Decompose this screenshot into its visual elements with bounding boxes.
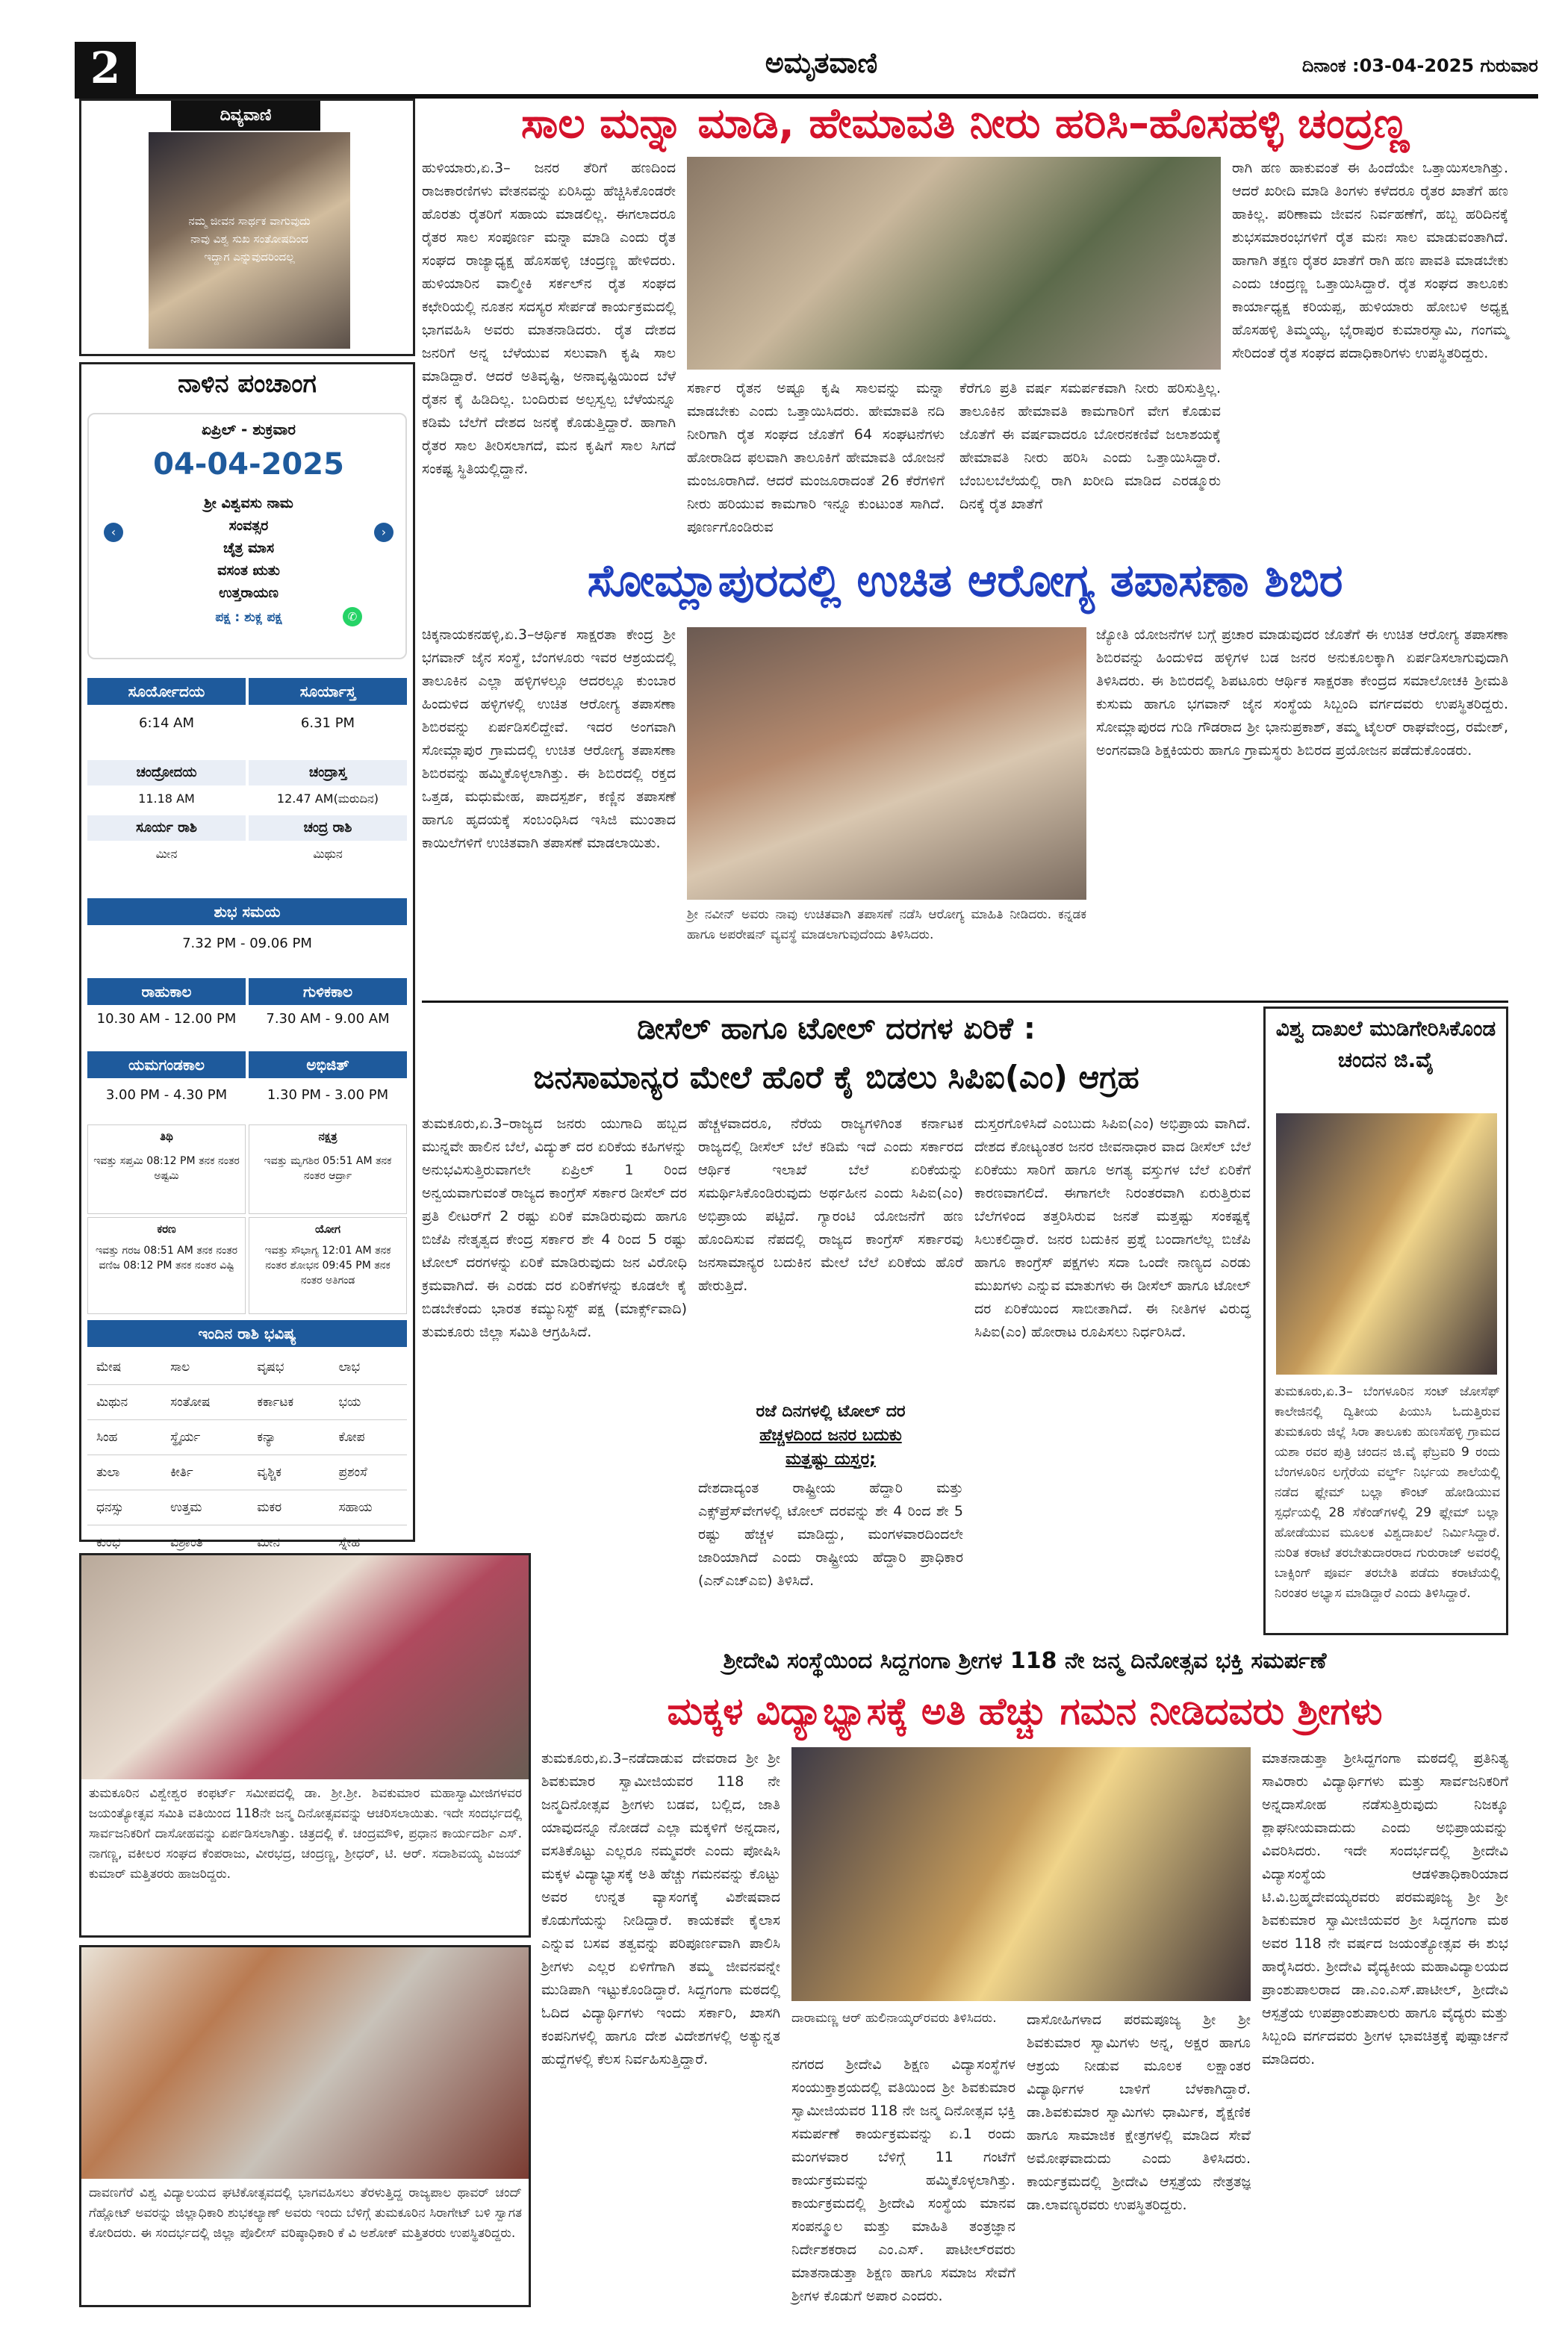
left-photo2-caption: ದಾವಣಗೆರೆ ವಿಶ್ವ ವಿದ್ಯಾಲಯದ ಘಟಿಕೋತ್ಸವದಲ್ಲಿ ಭಾಗವಹಿಸಲು ತೆರಳುತ್ತಿದ್ದ ರಾಜ್ಯಪಾಲ ಥಾವರ್ ಚಂದ್ ಗೆಹ್ಲೋಟ್ ಅವರನ್ನು ಜಿಲ್ಲಾಧಿಕಾರಿ ಶುಭಕಲ್ಯಾಣ್ ಅವರು ಇಂದು ಬೆಳಿಗ್ಗೆ ತುಮಕೂರಿನ ಸಿರಾಗೇಟ್ ಬಳಿ ಸ್ವಾಗತ ಕೋರಿದರು. ಈ ಸಂದರ್ಭದಲ್ಲಿ ಜಿಲ್ಲಾ ಪೊಲೀಸ್ ವರಿಷ್ಠಾಧಿಕಾರಿ ಕೆ ವಿ ಅಶೋಕ್ ಮತ್ತಿತರರು ಉಪಸ್ಥಿತರಿದ್ದರು. (89, 2185, 522, 2241)
panchanga-date: 04-04-2025 (153, 447, 344, 482)
rashi-prediction: ವಿಶ್ರಾಂತಿ (161, 1525, 248, 1561)
story1-headline: ಸಾಲ ಮನ್ನಾ ಮಾಡಿ, ಹೇಮಾವತಿ ನೀರು ಹರಿಸಿ–ಹೊಸಹಳ್ಳಿ ಚಂದ್ರಣ್ಣ (520, 99, 1410, 148)
sunset-time: 6.31 PM (300, 715, 355, 731)
abhijit-time: 1.30 PM - 3.00 PM (267, 1087, 389, 1103)
tithi-value: ಇವತ್ತು ಸಪ್ತಮಿ 08:12 PM ತನಕ ನಂತರ ಅಷ್ಟಮಿ (93, 1155, 240, 1182)
rashi-prediction: ಕೀರ್ತಿ (161, 1455, 248, 1490)
rule-1 (422, 1001, 1508, 1003)
story3-col1: ತುಮಕೂರು,ಏ.3–ರಾಜ್ಯದ ಜನರು ಯುಗಾದಿ ಹಬ್ಬದ ಮುನ್ನವೇ ಹಾಲಿನ ಬೆಲೆ, ವಿದ್ಯುತ್ ದರ ಏರಿಕೆಯ ಕಹಿಗಳನ್ನು ಅನುಭವಿಸುತ್ತಿರುವಾಗಲೇ ಏಪ್ರಿಲ್ 1 ರಿಂದ ಅನ್ವಯವಾಗುವಂತೆ ರಾಜ್ಯದ ಕಾಂಗ್ರೆಸ್ ಸರ್ಕಾರ ಡೀಸೆಲ್ ದರ ಪ್ರತಿ ಲೀಟರ್‌ಗೆ 2 ರಷ್ಟು ಏರಿಕೆ ಮಾಡಿರುವುದು ಹಾಗೂ ಬಿಜೆಪಿ ನೇತೃತ್ವದ ಕೇಂದ್ರ ಸರ್ಕಾರ ಶೇ 4 ರಿಂದ 5 ರಷ್ಟು ಟೋಲ್ ದರಗಳನ್ನು ಏರಿಕೆ ಮಾಡಿರುವುದು ಜನ ವಿರೋಧಿ ಕ್ರಮವಾಗಿದೆ. ಈ ಎರಡು ದರ ಏರಿಕೆಗಳನ್ನು ಕೂಡಲೇ ಕೈ ಬಿಡಬೇಕೆಂದು ಭಾರತ ಕಮ್ಯುನಿಸ್ಟ್ ಪಕ್ಷ (ಮಾರ್ಕ್ಸ್‌ವಾದಿ) ತುಮಕೂರು ಜಿಲ್ಲಾ ಸಮಿತಿ ಆಗ್ರಹಿಸಿದೆ. (422, 1116, 687, 1340)
rashi-sign: ಧನಸ್ಸು (87, 1490, 161, 1525)
rashi-sign: ಮಕರ (248, 1490, 329, 1525)
nakshatra-box (249, 1124, 407, 1214)
quote-line-1: ನಮ್ಮ ಜೀವನ ಸಾರ್ಥಕ ವಾಗುವುದು (188, 214, 311, 228)
yoga-card (249, 1217, 407, 1314)
rashi-table (87, 1350, 407, 1561)
rashi-sign: ಸಿಂಹ (87, 1420, 161, 1455)
rahu-time: 10.30 AM - 12.00 PM (96, 1011, 237, 1027)
moonrise-time: 11.18 AM (138, 791, 195, 806)
masa: ಚೈತ್ರ ಮಾಸ (223, 540, 275, 556)
story5-col3: ದಾಸೋಹಿಗಳಾದ ಪರಮಪೂಜ್ಯ ಶ್ರೀ ಶ್ರೀ ಶಿವಕುಮಾರ ಸ್ವಾಮಿಗಳು ಅನ್ನ, ಅಕ್ಷರ ಹಾಗೂ ಆಶ್ರಯ ನೀಡುವ ಮೂಲಕ ಲಕ್ಷಾಂತರ ವಿದ್ಯಾರ್ಥಿಗಳ ಬಾಳಿಗೆ ಬೆಳಕಾಗಿದ್ದಾರೆ. ಡಾ.ಶಿವಕುಮಾರ ಸ್ವಾಮಿಗಳು ಧಾರ್ಮಿಕ, ಶೈಕ್ಷಣಿಕ ಹಾಗೂ ಸಾಮಾಜಿಕ ಕ್ಷೇತ್ರಗಳಲ್ಲಿ ಮಾಡಿದ ಸೇವೆ ಅಮೋಘವಾದುದು ಎಂದು ತಿಳಿಸಿದರು. ಕಾರ್ಯಕ್ರಮದಲ್ಲಿ ಶ್ರೀದೇವಿ ಆಸ್ಪತ್ರೆಯ ನೇತ್ರತಜ್ಞ ಡಾ.ಲಾವಣ್ಯರವರು ಉಪಸ್ಥಿತರಿದ್ದರು. (1027, 2012, 1251, 2213)
left-photo2-image (81, 1947, 529, 2179)
story1-photo-farmers (687, 157, 1221, 370)
story5-photo-caption: ದಾರಾಮಣ್ಣ ಆರ್ ಹುಲಿನಾಯ್ಕರ್‌ರವರು ತಿಳಿಸಿದರು. (791, 2011, 997, 2026)
rashi-prediction: ಪ್ರಶಂಸೆ (330, 1455, 407, 1490)
rashi-row (87, 1350, 407, 1385)
shubha-label: ಶುಭ ಸಮಯ (87, 898, 407, 925)
nakshatra-label: ನಕ್ಷತ್ರ (318, 1130, 337, 1143)
rashi-prediction: ಸ್ಥೈರ್ಯ (161, 1420, 248, 1455)
paper-name: ಅಮೃತವಾಣಿ (765, 46, 878, 79)
rashi-sign: ಮೀನ (248, 1525, 329, 1561)
yoga-value: ಇವತ್ತು ಸೌಭಾಗ್ಯ 12:01 AM ತನಕ ನಂತರ ಶೋಭನ 09:45 PM ತನಕ ನಂತರ ಅತಿಗಂಡ (264, 1245, 391, 1287)
rashi-prediction: ಸ್ನೇಹ (330, 1525, 407, 1561)
story3-col3: ದುಸ್ತರಗೊಳಿಸಿದೆ ಎಂಬುದು ಸಿಪಿಐ(ಎಂ) ಅಭಿಪ್ರಾಯ ವಾಗಿದೆ. ದೇಶದ ಕೋಟ್ಯಂತರ ಜನರ ಜೀವನಾಧಾರ ವಾದ ಡೀಸೆಲ್ ಬೆಲೆ ಏರಿಕೆಯು ಸಾರಿಗೆ ಹಾಗೂ ಅಗತ್ಯ ವಸ್ತುಗಳ ಬೆಲೆ ಏರಿಕೆಗೆ ಕಾರಣವಾಗಲಿದೆ. ಈಗಾಗಲೇ ನಿರಂತರವಾಗಿ ಏರುತ್ತಿರುವ ಬೆಲೆಗಳಿಂದ ತತ್ತರಿಸಿರುವ ಜನತೆ ಮತ್ತಷ್ಟು ಸಂಕಷ್ಟಕ್ಕೆ ಸಿಲುಕಲಿದ್ದಾರೆ. ಜನರ ಬದುಕಿನ ಪ್ರಶ್ನೆ ಬಂದಾಗಲೆಲ್ಲ ಬಿಜೆಪಿ ಹಾಗೂ ಕಾಂಗ್ರೆಸ್ ಪಕ್ಷಗಳು ಸದಾ ಒಂದೇ ನಾಣ್ಯದ ಎರಡು ಮುಖಗಳು ಎನ್ನುವ ಮಾತುಗಳು ಈ ಡೀಸೆಲ್ ಹಾಗೂ ಟೋಲ್ ದರ ಏರಿಕೆಯಿಂದ ಸಾಬೀತಾಗಿದೆ. ಈ ನೀತಿಗಳ ವಿರುದ್ಧ ಸಿಪಿಐ(ಎಂ) ಹೋರಾಟ ರೂಪಿಸಲು ನಿರ್ಧರಿಸಿದೆ. (974, 1116, 1251, 1340)
story1-col1: ಹುಳಿಯಾರು,ಏ.3– ಜನರ ತೆರಿಗೆ ಹಣದಿಂದ ರಾಜಕಾರಣಿಗಳು ವೇತನವನ್ನು ಏರಿಸಿದ್ದು ಹೆಚ್ಚಿಸಿಕೊಂಡರೇ ಹೊರತು ರೈತರಿಗೆ ಸಹಾಯ ಮಾಡಲಿಲ್ಲ. ಈಗಲಾದರೂ ರೈತರ ಸಾಲ ಸಂಪೂರ್ಣ ಮನ್ನಾ ಮಾಡಿ ಎಂದು ರೈತ ಸಂಘದ ರಾಜ್ಯಾಧ್ಯಕ್ಷ ಹೊಸಹಳ್ಳಿ ಚಂದ್ರಣ್ಣ ಹೇಳಿದರು. ಹುಳಿಯಾರಿನ ವಾಲ್ಮೀಕಿ ಸರ್ಕಲ್‌ನ ರೈತ ಸಂಘದ ಕಛೇರಿಯಲ್ಲಿ ನೂತನ ಸದಸ್ಯರ ಸೇರ್ಪಡೆ ಕಾರ್ಯಕ್ರಮದಲ್ಲಿ ಭಾಗವಹಿಸಿ ಅವರು ಮಾತನಾಡಿದರು. ರೈತ ದೇಶದ ಜನರಿಗೆ ಅನ್ನ ಬೆಳೆಯುವ ಸಲುವಾಗಿ ಕೃಷಿ ಸಾಲ ಮಾಡಿದ್ದಾರೆ. ಆದರೆ ಅತಿವೃಷ್ಟಿ, ಅನಾವೃಷ್ಟಿಯಿಂದ ಬೆಳೆ ರೈತನ ಕೈ ಹಿಡಿದಿಲ್ಲ. ಬಂದಿರುವ ಅಲ್ಪಸ್ವಲ್ಪ ಬೆಳೆಯನ್ನೂ ಕಡಿಮೆ ಬೆಲೆಗೆ ದೇಶದ ಜನಕ್ಕೆ ಕೊಡುತ್ತಿದ್ದಾರೆ. ಹಾಗಾಗಿ ರೈತರ ಸಾಲ ತೀರಿಸಲಾಗದೆ, ಮನ ಕೃಷಿಗೆ ಸಾಲ ಸಿಗದೆ ಸಂಕಷ್ಟ ಸ್ಥಿತಿಯಲ್ಲಿದ್ದಾನೆ. (422, 160, 676, 477)
month-day: ಏಪ್ರಿಲ್ - ಶುಕ್ರವಾರ (202, 420, 296, 438)
left-photo1-image (81, 1555, 529, 1779)
karana-label: ಕರಣ (157, 1222, 176, 1236)
story2-photo-health-camp (687, 627, 1086, 900)
rashi-sign: ಮೇಷ (87, 1350, 161, 1385)
story3-kicker: ಡೀಸೆಲ್ ಹಾಗೂ ಟೋಲ್ ದರಗಳ ಏರಿಕೆ : (637, 1012, 1036, 1046)
rashi-prediction: ಉತ್ತಮ (161, 1490, 248, 1525)
paksha: ಪಕ್ಷ : ಶುಕ್ಲ ಪಕ್ಷ (215, 610, 282, 625)
chandra-rashi-label: ಚಂದ್ರ ರಾಶಿ (249, 815, 407, 841)
abhijit-label: ಅಭಿಜಿತ್ (249, 1051, 407, 1078)
story3-subheading-2: ಹೆಚ್ಚಳದಿಂದ ಜನರ ಬದುಕು (759, 1426, 902, 1445)
left-photo2-box (79, 1945, 531, 2307)
story5-photo-puja (791, 1747, 1251, 2001)
story2-photo-caption: ಶ್ರೀ ನವೀನ್ ಅವರು ನಾವು ಉಚಿತವಾಗಿ ತಪಾಸಣೆ ನಡೆಸಿ ಆರೋಗ್ಯ ಮಾಹಿತಿ ನೀಡಿದರು. ಕನ್ನಡಕ ಹಾಗೂ ಅಪರೇಷನ್ ವ್ಯವಸ್ಥೆ ಮಾಡಲಾಗುವುದೆಂದು ತಿಳಿಸಿದರು. (687, 907, 1086, 942)
rashi-title: ಇಂದಿನ ರಾಶಿ ಭವಿಷ್ಯ (87, 1320, 407, 1347)
sunrise-label: ಸೂರ್ಯೋದಯ (87, 678, 246, 705)
date-line: ದಿನಾಂಕ :03-04-2025 ಗುರುವಾರ (1301, 55, 1538, 76)
story1-col3: ಕೆರೆಗೂ ಪ್ರತಿ ವರ್ಷ ಸಮರ್ಪಕವಾಗಿ ನೀರು ಹರಿಸುತ್ತಿಲ್ಲ. ತಾಲೂಕಿನ ಹೇಮಾವತಿ ಕಾಮಗಾರಿಗೆ ವೇಗ ಕೊಡುವ ಜೊತೆಗೆ ಈ ವರ್ಷವಾದರೂ ಬೋರನಕಣಿವೆ ಜಲಾಶಯಕ್ಕೆ ಹೇಮಾವತಿ ನೀರು ಹರಿಸಿ ಎಂದು ಒತ್ತಾಯಿಸಿದ್ದಾರೆ. ಬೆಂಬಲಬೆಲೆಯಲ್ಲಿ ರಾಗಿ ಖರೀದಿ ಮಾಡಿದ ಎರಡ್ಮೂರು ದಿನಕ್ಕೆ ರೈತ ಖಾತೆಗೆ (959, 380, 1221, 512)
left-photo1-caption: ತುಮಕೂರಿನ ವಿಶ್ವೇಶ್ವರ ಕಂಫರ್ಟ್ ಸಮೀಪದಲ್ಲಿ ಡಾ. ಶ್ರೀ.ಶ್ರೀ. ಶಿವಕುಮಾರ ಮಹಾಸ್ವಾಮೀಜಿಗಳವರ ಜಯಂತ್ಯೋತ್ಸವ ಸಮಿತಿ ವತಿಯಿಂದ 118ನೇ ಜನ್ಮ ದಿನೋತ್ಸವವನ್ನು ಆಚರಿಸಲಾಯಿತು. ಇದೇ ಸಂದರ್ಭದಲ್ಲಿ ಸಾರ್ವಜನಿಕರಿಗೆ ದಾಸೋಹವನ್ನು ಏರ್ಪಡಿಸಲಾಗಿತ್ತು. ಚಿತ್ರದಲ್ಲಿ ಕೆ. ಚಂದ್ರಮೌಳಿ, ಪ್ರಧಾನ ಕಾರ್ಯದರ್ಶಿ ಎಸ್. ನಾಗಣ್ಣ, ವಕೀಲರ ಸಂಘದ ಕೆಂಪರಾಜು, ವೀರಭದ್ರ, ಚಂದ್ರಣ್ಣ, ಶ್ರೀಧರ್, ಟಿ. ಆರ್. ಸದಾಶಿವಯ್ಯ ವಿಜಯ್ ಕುಮಾರ್ ಮತ್ತಿತರರು ಹಾಜರಿದ್ದರು. (89, 1786, 522, 1882)
rashi-prediction: ಸಾಲ (161, 1350, 248, 1385)
yama-time: 3.00 PM - 4.30 PM (105, 1087, 228, 1103)
story5-kicker: ಶ್ರೀದೇವಿ ಸಂಸ್ಥೆಯಿಂದ ಸಿದ್ದಗಂಗಾ ಶ್ರೀಗಳ 118 ನೇ ಜನ್ಮ ದಿನೋತ್ಸವ ಭಕ್ತಿ ಸಮರ್ಪಣೆ (723, 1648, 1327, 1674)
story5-headline: ಮಕ್ಕಳ ವಿದ್ಯಾಭ್ಯಾಸಕ್ಕೆ ಅತಿ ಹೆಚ್ಚು ಗಮನ ನೀಡಿದವರು ಶ್ರೀಗಳು (667, 1690, 1383, 1733)
story3-subheading-3: ಮತ್ತಷ್ಟು ದುಸ್ತರ; (785, 1450, 876, 1469)
rashi-sign: ಕನ್ಯಾ (248, 1420, 329, 1455)
story4-body: ತುಮಕೂರು,ಏ.3– ಬೆಂಗಳೂರಿನ ಸಂಟ್ ಜೋಸೆಫ್ ಕಾಲೇಜಿನಲ್ಲಿ ದ್ವಿತೀಯ ಪಿಯುಸಿ ಓದುತ್ತಿರುವ ತುಮಕೂರು ಜಿಲ್ಲೆ ಸಿರಾ ತಾಲೂಕು ಹುಣಸೆಹಳ್ಳಿ ಗ್ರಾಮದ ಯಶಾ ರವರ ಪುತ್ರಿ ಚಂದನ ಜಿ.ವೈ ಫೆಬ್ರವರಿ 9 ರಂದು ಬೆಂಗಳೂರಿನ ಲಗ್ಗೆರೆಯ ವರ್ಲ್ಡ್ ನಿರ್ಭಯ ಶಾಲೆಯಲ್ಲಿ ನಡೆದ ಫ್ಲೇಮ್ ಬಲ್ಲಾ ಕೌಂಟ್ ಹೋಡಿಯುವ ಸ್ಪರ್ಧೆಯಲ್ಲಿ 28 ಸೆಕೆಂಡ್‌ಗಳಲ್ಲಿ 29 ಫ್ಲೇಮ್ ಬಲ್ಲಾ ಹೋಡೆಯುವ ಮೂಲಕ ವಿಶ್ವದಾಖಲೆ ನಿರ್ಮಿಸಿದ್ದಾರೆ. ನುರಿತ ಕರಾಟೆ ತರಬೇತುದಾರರಾದ ಗುರುರಾಜ್ ಅವರಲ್ಲಿ ಬಾಕ್ಸಿಂಗ್ ಪೂರ್ವ ತರಬೇತಿ ಪಡೆದು ಕರಾಟೆಯಲ್ಲಿ ನಿರಂತರ ಅಭ್ಯಾಸ ಮಾಡಿದ್ದಾರೆ ಎಂದು ತಿಳಿಸಿದ್ದಾರೆ. (1275, 1384, 1500, 1601)
story3-headline: ಜನಸಾಮಾನ್ಯರ ಮೇಲೆ ಹೊರೆ ಕೈ ಬಿಡಲು ಸಿಪಿಐ(ಎಂ) ಆಗ್ರಹ (533, 1059, 1139, 1095)
sunset-label: ಸೂರ್ಯಾಸ್ತ (249, 678, 407, 705)
rashi-row (87, 1385, 407, 1420)
story4-photo-chandana (1276, 1113, 1497, 1375)
samvatsara: ಸಂವತ್ಸರ (228, 517, 269, 534)
karana-value: ಇವತ್ತು ಗರಜ 08:51 AM ತನಕ ನಂತರ ವಣಿಜ 08:12 PM ತನಕ ನಂತರ ವಿಷ್ಟಿ (95, 1245, 238, 1272)
samvatsara-name: ಶ್ರೀ ವಿಶ್ವವಸು ನಾಮ (204, 495, 293, 511)
rashi-sign: ಕುಂಭ (87, 1525, 161, 1561)
story2-col-right: ಜ್ಯೋತಿ ಯೋಜನೆಗಳ ಬಗ್ಗೆ ಪ್ರಚಾರ ಮಾಡುವುದರ ಜೊತೆಗೆ ಈ ಉಚಿತ ಆರೋಗ್ಯ ತಪಾಸಣಾ ಶಿಬಿರವನ್ನು ಹಿಂದುಳಿದ ಹಳ್ಳಿಗಳ ಬಡ ಜನರ ಅನುಕೂಲಕ್ಕಾಗಿ ಏರ್ಪಡಿಸಲಾಗುವುದಾಗಿ ತಿಳಿಸಿದರು. ಈ ಶಿಬಿರದಲ್ಲಿ ಶಿಪಟೂರು ಆರ್ಥಿಕ ಸಾಕ್ಷರತಾ ಕೇಂದ್ರದ ಸಮಾಲೋಚಕಿ ಶ್ರೀಮತಿ ಕುಸುಮ ಹಾಗೂ ಭಗವಾನ್ ಜೈನ ಸಂಸ್ಥೆಯ ಸಿಬ್ಬಂದಿ ವರ್ಗದವರು ಉಪಸ್ಥಿತರಿದ್ದರು. ಸೋಮ್ಲಾಪುರದ ಗುಡಿ ಗೌಡರಾದ ಶ್ರೀ ಭಾನುಪ್ರಕಾಶ್, ತಮ್ಮ ಟೈಲರ್ ರಾಘವೇಂದ್ರ, ರಮೇಶ್, ಅಂಗನವಾಡಿ ಶಿಕ್ಷಕಿಯರು ಹಾಗೂ ಗ್ರಾಮಸ್ಥರು ಶಿಬಿರದ ಪ್ರಯೋಜನ ಪಡೆದುಕೊಂಡರು. (1096, 626, 1508, 759)
rashi-prediction: ಲಾಭ (330, 1350, 407, 1385)
story4-headline: ವಿಶ್ವ ದಾಖಲೆ ಮುಡಿಗೇರಿಸಿಕೊಂಡ ಚಂದನ ಜಿ.ವೈ (1275, 1016, 1496, 1072)
prev-day-button[interactable]: ‹ (104, 523, 123, 542)
story3-subheading-1: ರಜೆ ದಿನಗಳಲ್ಲಿ ಟೋಲ್ ದರ (756, 1402, 906, 1421)
yama-label: ಯಮಗಂಡಕಾಲ (87, 1051, 246, 1078)
story3-col2b: ದೇಶದಾದ್ಯಂತ ರಾಷ್ಟ್ರೀಯ ಹೆದ್ದಾರಿ ಮತ್ತು ಎಕ್ಸ್‌ಪ್ರೆಸ್‌ವೇಗಳಲ್ಲಿ ಟೋಲ್ ದರವನ್ನು ಶೇ 4 ರಿಂದ ಶೇ 5 ರಷ್ಟು ಹೆಚ್ಚಳ ಮಾಡಿದ್ದು, ಮಂಗಳವಾರದಿಂದಲೇ ಜಾರಿಯಾಗಿದೆ ಎಂದು ರಾಷ್ಟ್ರೀಯ ಹೆದ್ದಾರಿ ಪ್ರಾಧಿಕಾರ (ಎನ್‌ಎಚ್‌ಎಐ) ತಿಳಿಸಿದೆ. (698, 1480, 963, 1589)
page-number: 2 (75, 42, 136, 94)
story5-col4: ಮಾತನಾಡುತ್ತಾ ಶ್ರೀಸಿದ್ದಗಂಗಾ ಮಠದಲ್ಲಿ ಪ್ರತಿನಿತ್ಯ ಸಾವಿರಾರು ವಿದ್ಯಾರ್ಥಿಗಳು ಮತ್ತು ಸಾರ್ವಜನಿಕರಿಗೆ ಅನ್ನದಾಸೋಹ ನಡೆಸುತ್ತಿರುವುದು ನಿಜಕ್ಕೂ ಶ್ಲಾಘನೀಯವಾದುದು ಎಂದು ಅಭಿಪ್ರಾಯವನ್ನು ವಿವರಿಸಿದರು. ಇದೇ ಸಂದರ್ಭದಲ್ಲಿ ಶ್ರೀದೇವಿ ವಿದ್ಯಾಸಂಸ್ಥೆಯ ಆಡಳಿತಾಧಿಕಾರಿಯಾದ ಟಿ.ವಿ.ಬ್ರಹ್ಮದೇವಯ್ಯರವರು ಪರಮಪೂಜ್ಯ ಶ್ರೀ ಶ್ರೀ ಶಿವಕುಮಾರ ಸ್ವಾಮೀಜಿಯವರ ಶ್ರೀ ಸಿದ್ದಗಂಗಾ ಮಠ ಅವರ 118 ನೇ ವರ್ಷದ ಜಯಂತ್ಯೋತ್ಸವ ಈ ಶುಭ ಹಾರೈಸಿದರು. ಶ್ರೀದೇವಿ ವೈದ್ಯಕೀಯ ಮಹಾವಿದ್ಯಾಲಯದ ಪ್ರಾಂಶುಪಾಲರಾದ ಡಾ.ಎಂ.ಎಸ್.ಪಾಟೀಲ್, ಶ್ರೀದೇವಿ ಆಸ್ಪತ್ರೆಯ ಉಪಪ್ರಾಂಶುಪಾಲರು ಹಾಗೂ ವೈದ್ಯರು ಮತ್ತು ಸಿಬ್ಬಂದಿ ವರ್ಗದವರು ಶ್ರೀಗಳ ಭಾವಚಿತ್ರಕ್ಕೆ ಪುಷ್ಪಾರ್ಚನೆ ಮಾಡಿದರು. (1262, 1750, 1508, 2068)
rashi-prediction: ಸಹಾಯ (330, 1490, 407, 1525)
ayana: ಉತ್ತರಾಯಣ (219, 585, 279, 601)
rashi-sign: ಕರ್ಕಾಟಕ (248, 1385, 329, 1420)
karana-card (87, 1217, 246, 1314)
left-photo1-box (79, 1553, 531, 1938)
rashi-sign: ತುಲಾ (87, 1455, 161, 1490)
rahu-label: ರಾಹುಕಾಲ (87, 978, 246, 1005)
gulika-time: 7.30 AM - 9.00 AM (266, 1011, 390, 1027)
story4-box (1263, 1007, 1508, 1635)
rashi-row (87, 1420, 407, 1455)
panchanga-box (79, 362, 415, 1550)
tithi-label: ತಿಥಿ (160, 1130, 173, 1143)
story2-headline: ಸೋಮ್ಲಾಪುರದಲ್ಲಿ ಉಚಿತ ಆರೋಗ್ಯ ತಪಾಸಣಾ ಶಿಬಿರ (587, 555, 1343, 607)
divyavani-box (79, 99, 415, 356)
surya-rashi: ಮೀನ (155, 847, 178, 861)
chandra-rashi: ಮಿಥುನ (313, 847, 343, 861)
moonset-label: ಚಂದ್ರಾಸ್ತ (249, 760, 407, 785)
moonset-time: 12.47 AM(ಮರುದಿನ) (276, 791, 379, 806)
ambedkar-portrait (149, 132, 350, 349)
story1-col2: ಸರ್ಕಾರ ರೈತನ ಅಷ್ಟೂ ಕೃಷಿ ಸಾಲವನ್ನು ಮನ್ನಾ ಮಾಡಬೇಕು ಎಂದು ಒತ್ತಾಯಿಸಿದರು. ಹೇಮಾವತಿ ನದಿ ನೀರಿಗಾಗಿ ರೈತ ಸಂಘದ ಜೊತೆಗೆ 64 ಸಂಘಟನೆಗಳು ಹೋರಾಡಿದ ಫಲವಾಗಿ ತಾಲೂಕಿಗೆ ಹೇಮಾವತಿ ಯೋಜನೆ ಮಂಜೂರಾಗಿದೆ. ಆದರೆ ಮಂಜೂರಾದಂತೆ 26 ಕೆರೆಗಳಿಗೆ ನೀರು ಹರಿಯುವ ಕಾಮಗಾರಿ ಇನ್ನೂ ಕುಂಟುಂತ ಸಾಗಿದೆ. ಪೂರ್ಣಗೊಂಡಿರುವ (687, 380, 945, 535)
sunrise-time: 6:14 AM (139, 715, 194, 731)
story2-col1: ಚಿಕ್ಕನಾಯಕನಹಳ್ಳಿ,ಏ.3–ಆರ್ಥಿಕ ಸಾಕ್ಷರತಾ ಕೇಂದ್ರ ಶ್ರೀ ಭಗವಾನ್ ಜೈನ ಸಂಸ್ಥೆ, ಬೆಂಗಳೂರು ಇವರ ಆಶ್ರಯದಲ್ಲಿ ತಾಲೂಕಿನ ಎಲ್ಲಾ ಹಳ್ಳಿಗಳಲ್ಲೂ ಆದರಲ್ಲೂ ಕುಂಬಾರ ಹಿಂದುಳಿದ ಹಳ್ಳಿಗಳಲ್ಲಿ ಉಚಿತ ಆರೋಗ್ಯ ತಪಾಸಣಾ ಶಿಬಿರವನ್ನು ಏರ್ಪಡಿಸಲಿದ್ದೇವೆ. ಇದರ ಅಂಗವಾಗಿ ಸೋಮ್ಲಾಪುರ ಗ್ರಾಮದಲ್ಲಿ ಉಚಿತ ಆರೋಗ್ಯ ತಪಾಸಣಾ ಶಿಬಿರವನ್ನು ಹಮ್ಮಿಕೊಳ್ಳಲಾಗಿತ್ತು. ಈ ಶಿಬಿರದಲ್ಲಿ ರಕ್ತದ ಒತ್ತಡ, ಮಧುಮೇಹ, ಪಾದಸ್ಪರ್ಶ, ಕಣ್ಣಿನ ತಪಾಸಣೆ ಹಾಗೂ ಹೃದಯಕ್ಕೆ ಸಂಬಂಧಿಸಿದ ಇಸಿಜಿ ಮುಂತಾದ ಕಾಯಿಲೆಗಳಿಗೆ ಉಚಿತವಾಗಿ ತಪಾಸಣೆ ಮಾಡಲಾಯಿತು. (422, 626, 676, 851)
tithi-box (87, 1124, 246, 1214)
surya-rashi-label: ಸೂರ್ಯ ರಾಶಿ (87, 815, 246, 841)
yoga-label: ಯೋಗ (314, 1222, 341, 1236)
moonrise-label: ಚಂದ್ರೋದಯ (87, 760, 246, 785)
gulika-label: ಗುಳಿಕಕಾಲ (249, 978, 407, 1005)
rashi-row (87, 1455, 407, 1490)
rashi-prediction: ಸಂತೋಷ (161, 1385, 248, 1420)
whatsapp-icon[interactable]: ✆ (343, 607, 362, 626)
story1-col4: ರಾಗಿ ಹಣ ಹಾಕುವಂತೆ ಈ ಹಿಂದೆಯೇ ಒತ್ತಾಯಿಸಲಾಗಿತ್ತು. ಆದರೆ ಖರೀದಿ ಮಾಡಿ ತಿಂಗಳು ಕಳೆದರೂ ರೈತರ ಖಾತೆಗೆ ಹಣ ಹಾಕಿಲ್ಲ. ಪರಿಣಾಮ ಜೀವನ ನಿರ್ವಹಣೆಗೆ, ಹಬ್ಬ ಹರಿದಿನಕ್ಕೆ ಶುಭಸಮಾರಂಭಗಳಿಗೆ ರೈತ ಮನಃ ಸಾಲ ಮಾಡುವಂತಾಗಿದೆ. ಹಾಗಾಗಿ ತಕ್ಷಣ ರೈತರ ಖಾತೆಗೆ ರಾಗಿ ಹಣ ಪಾವತಿ ಮಾಡಬೇಕು ಎಂದು ಚಂದ್ರಣ್ಣ ಒತ್ತಾಯಿಸಿದ್ದಾರೆ. ರೈತ ಸಂಘದ ತಾಲೂಕು ಕಾರ್ಯಾಧ್ಯಕ್ಷ ಕರಿಯಪ್ಪ, ಹುಳಿಯಾರು ಹೋಬಳಿ ಅಧ್ಯಕ್ಷ ಹೊಸಹಳ್ಳಿ ತಿಮ್ಮಯ್ಯ, ಭೈರಾಪುರ ಕುಮಾರಸ್ವಾಮಿ, ಗಂಗಮ್ಮ ಸೇರಿದಂತೆ ರೈತ ಸಂಘದ ಪದಾಧಿಕಾರಿಗಳು ಉಪಸ್ಥಿತರಿದ್ದರು. (1232, 160, 1508, 361)
quote-line-2: ನಾವು ವಿಶ್ವ ಸುಖ ಸಂತೋಷದಿಂದ (190, 232, 308, 246)
panchanga-date-card (87, 413, 407, 659)
rashi-row (87, 1490, 407, 1525)
ritu: ವಸಂತ ಋತು (217, 562, 280, 579)
rashi-sign: ವೃಶ್ಚಿಕ (248, 1455, 329, 1490)
rashi-prediction: ಭಯ (330, 1385, 407, 1420)
story5-col2: ನಗರದ ಶ್ರೀದೇವಿ ಶಿಕ್ಷಣ ವಿದ್ಯಾಸಂಸ್ಥೆಗಳ ಸಂಯುಕ್ತಾಶ್ರಯದಲ್ಲಿ ವತಿಯಿಂದ ಶ್ರೀ ಶಿವಕುಮಾರ ಸ್ವಾಮೀಜಿಯವರ 118 ನೇ ಜನ್ಮ ದಿನೋತ್ಸವ ಭಕ್ತಿ ಸಮರ್ಪಣೆ ಕಾರ್ಯಕ್ರಮವನ್ನು ಏ.1 ರಂದು ಮಂಗಳವಾರ ಬೆಳಿಗ್ಗೆ 11 ಗಂಟೆಗೆ ಕಾರ್ಯಕ್ರಮವನ್ನು ಹಮ್ಮಿಕೊಳ್ಳಲಾಗಿತ್ತು. ಕಾರ್ಯಕ್ರಮದಲ್ಲಿ ಶ್ರೀದೇವಿ ಸಂಸ್ಥೆಯ ಮಾನವ ಸಂಪನ್ಮೂಲ ಮತ್ತು ಮಾಹಿತಿ ತಂತ್ರಜ್ಞಾನ ನಿರ್ದೇಶಕರಾದ ಎಂ.ಎಸ್. ಪಾಟೀಲ್‌ರವರು ಮಾತನಾಡುತ್ತಾ ಶಿಕ್ಷಣ ಹಾಗೂ ಸಮಾಜ ಸೇವೆಗೆ ಶ್ರೀಗಳ ಕೊಡುಗೆ ಅಪಾರ ಎಂದರು. (791, 2056, 1015, 2304)
shubha-time: 7.32 PM - 09.06 PM (182, 936, 312, 951)
rashi-sign: ವೃಷಭ (248, 1350, 329, 1385)
story3-col2: ಹೆಚ್ಚಳವಾದರೂ, ನೆರೆಯ ರಾಜ್ಯಗಳಿಗಿಂತ ಕರ್ನಾಟಕ ರಾಜ್ಯದಲ್ಲಿ ಡೀಸೆಲ್ ಬೆಲೆ ಕಡಿಮೆ ಇದೆ ಎಂದು ಸರ್ಕಾರದ ಆರ್ಥಿಕ ಇಲಾಖೆ ಬೆಲೆ ಏರಿಕೆಯನ್ನು ಸಮರ್ಥಿಸಿಕೊಂಡಿರುವುದು ಅರ್ಥಹೀನ ಎಂದು ಸಿಪಿಐ(ಎಂ) ಅಭಿಪ್ರಾಯ ಪಟ್ಟಿದೆ. ಗ್ಯಾರಂಟಿ ಯೋಜನೆಗೆ ಹಣ ಹೊಂದಿಸುವ ನೆಪದಲ್ಲಿ ರಾಜ್ಯದ ಕಾಂಗ್ರೆಸ್ ಸರ್ಕಾರವು ಜನಸಾಮಾನ್ಯರ ಬದುಕಿನ ಮೇಲೆ ಬೆಲೆ ಏರಿಕೆಯ ಹೊರೆ ಹೇರುತ್ತಿದೆ. (698, 1116, 963, 1294)
rashi-prediction: ಕೋಪ (330, 1420, 407, 1455)
story5-col1: ತುಮಕೂರು,ಏ.3–ನಡೆದಾಡುವ ದೇವರಾದ ಶ್ರೀ ಶ್ರೀ ಶಿವಕುಮಾರ ಸ್ವಾಮೀಜಿಯವರ 118 ನೇ ಜನ್ಮದಿನೋತ್ಸವ ಶ್ರೀಗಳು ಬಡವ, ಬಲ್ಲಿದ, ಜಾತಿ ಯಾವುದನ್ನೂ ನೋಡದೆ ಎಲ್ಲಾ ಮಕ್ಕಳಿಗೆ ಅನ್ನದಾನ, ವಸತಿಕೊಟ್ಟು ಎಲ್ಲರೂ ನಮ್ಮವರೇ ಎಂದು ಪೋಷಿಸಿ ಮಕ್ಕಳ ವಿದ್ಯಾಭ್ಯಾಸಕ್ಕೆ ಅತಿ ಹೆಚ್ಚು ಗಮನವನ್ನು ಕೊಟ್ಟು ಅವರ ಉನ್ನತ ವ್ಯಾಸಂಗಕ್ಕೆ ವಿಶೇಷವಾದ ಕೊಡುಗೆಯನ್ನು ನೀಡಿದ್ದಾರೆ. ಕಾಯಕವೇ ಕೈಲಾಸ ಎನ್ನುವ ಬಸವ ತತ್ವವನ್ನು ಪರಿಪೂರ್ಣವಾಗಿ ಪಾಲಿಸಿ ಶ್ರೀಗಳು ಎಲ್ಲರ ಏಳಿಗೆಗಾಗಿ ತಮ್ಮ ಜೀವನವನ್ನೇ ಮುಡಿಪಾಗಿ ಇಟ್ಟುಕೊಂಡಿದ್ದಾರೆ. ಸಿದ್ದಗಂಗಾ ಮಠದಲ್ಲಿ ಓದಿದ ವಿದ್ಯಾರ್ಥಿಗಳು ಇಂದು ಸರ್ಕಾರಿ, ಖಾಸಗಿ ಕಂಪನಿಗಳಲ್ಲಿ ಹಾಗೂ ದೇಶ ವಿದೇಶಗಳಲ್ಲಿ ಅತ್ಯುನ್ನತ ಹುದ್ದೆಗಳಲ್ಲಿ ಕೆಲಸ ನಿರ್ವಹಿಸುತ್ತಿದ್ದಾರೆ. (541, 1750, 780, 2068)
rashi-sign: ಮಿಥುನ (87, 1385, 161, 1420)
panchanga-title: ನಾಳಿನ ಪಂಚಾಂಗ (178, 369, 317, 399)
divyavani-label: ದಿವ್ಯವಾಣಿ (171, 101, 320, 131)
quote-line-3: ಇದ್ದಾಗ ಎನ್ನುವುದರಿಂದಲ್ಲ (204, 250, 295, 264)
nakshatra-value: ಇವತ್ತು ಮೃಗಶಿರ 05:51 AM ತನಕ ನಂತರ ಆರ್ದ್ರಾ (264, 1155, 392, 1182)
next-day-button[interactable]: › (374, 523, 393, 542)
